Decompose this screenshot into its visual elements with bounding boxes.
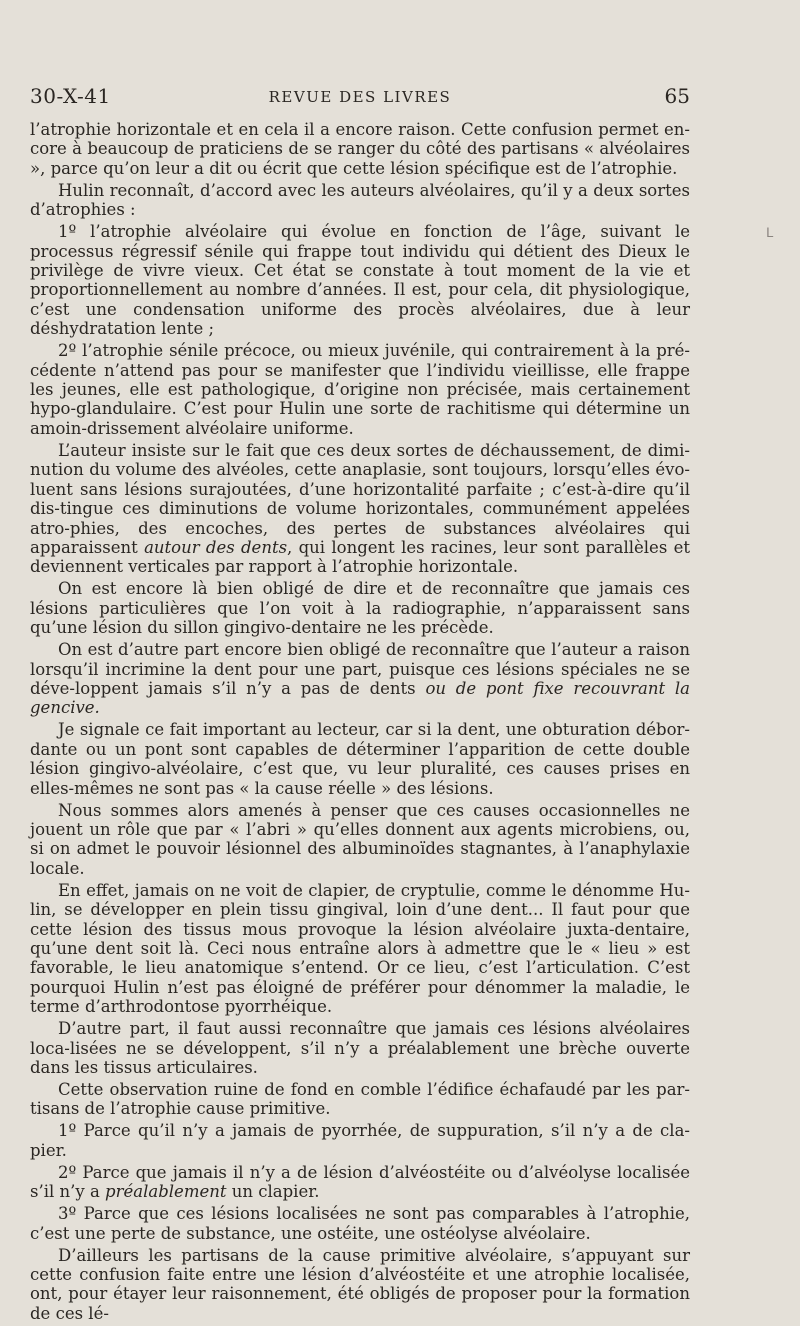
paragraph-text: On est encore là bien obligé de dire et de reconnaître que jamais ces lésions particulières que l’on voit à la radiographie, n’apparaissent sans qu’une lésion du sillon gingivo-dentaire ne les précède. [30,579,690,638]
paragraph-text: 2º l’atrophie sénile précoce, ou mieux juvénile, qui contrairement à la pré-cédente n’attend pas pour se manifester que l’individu vieillisse, elle frappe les jeunes, elle est pathologique, d’origine non précisée, mais certainement hypo-glandulaire. C’est pour Hulin une sorte de rachitisme qui détermine un amoin-drissement alvéolaire uniforme. [30,341,690,438]
paragraph [30,640,690,718]
paragraph [30,1246,690,1324]
paragraph-text: 1º Parce qu’il n’y a jamais de pyorrhée, de suppuration, s’il n’y a de cla-pier. [30,1121,690,1160]
paragraph-text: 1º l’atrophie alvéolaire qui évolue en fonction de l’âge, suivant le processus régressif sénile qui frappe tout individu qui détient des Dieux le privilège de vivre vieux. Cet état se constate à tout moment de la vie et proportionnellement au nombre d’années. Il est, pour cela, dit physiologique, c’est une condensation uniforme des procès alvéolaires, due à leur déshydratation lente ; [30,222,690,339]
paragraph-text: On est d’autre part encore bien obligé de reconnaître que l’auteur a raison lorsqu’il incrimine la dent pour une part, puisque ces lésions spéciales ne se déve-loppent jamais s’il n’y a pas de dents [30,640,690,698]
paragraph [30,579,690,637]
paragraph [30,181,690,220]
paragraph [30,1080,690,1119]
italic-text: préalablement [105,1182,227,1202]
paragraph [30,222,690,338]
paragraph [30,120,690,178]
paragraph-text: En effet, jamais on ne voit de clapier, de cryptulie, comme le dénomme Hu-lin, se développer en plein tissu gingival, loin d’une dent... Il faut pour que cette lésion des tissus mous provoque la lésion alvéolaire juxta-dentaire, qu’une dent soit là. Ceci nous entraîne alors à admettre que le « lieu » est favorable, le lieu anatomique s’entend. Or ce lieu, c’est l’articulation. C’est pourquoi Hulin n’est pas éloigné de préférer pour dénommer la maladie, le terme d’arthrodontose pyorrhéique. [30,880,690,1017]
paragraph-text: Hulin reconnaît, d’accord avec les auteurs alvéolaires, qu’il y a deux sortes d’atrophies : [30,180,690,220]
body-text [30,120,690,1326]
paragraph [30,441,690,577]
paragraph-text: D’ailleurs les partisans de la cause primitive alvéolaire, s’appuyant sur cette confusion faite entre une lésion d’alvéostéite et une atrophie localisée, ont, pour étayer leur raisonnement, été obligés de proposer pour la formation de ces lé- [30,1245,690,1323]
paragraph [30,1204,690,1243]
paragraph-text: Je signale ce fait important au lecteur, car si la dent, une obturation débor-dante ou un pont sont capables de déterminer l’apparition de cette double lésion gingivo-alvéolaire, c’est que, vu leur pluralité, ces causes prises en elles-mêmes ne sont pas « la cause réelle » des lésions. [30,720,690,798]
paragraph [30,1163,690,1202]
italic-text: ou de pont fixe recouvrant la gencive. [30,678,691,718]
page-number: 65 [664,84,690,108]
margin-mark: ᒪ [766,226,774,241]
italic-text: autour des dents [144,537,288,557]
paragraph [30,341,690,438]
paragraph [30,1121,690,1160]
paragraph [30,720,690,798]
paragraph-text: l’atrophie horizontale et en cela il a encore raison. Cette confusion permet en-core à beaucoup de praticiens de se ranger du côté des partisans « alvéolaires », parce qu’on leur a dit ou écrit que cette lésion spécifique est de l’atrophie. [30,120,690,178]
paragraph-text: 2º Parce que jamais il n’y a de lésion d’alvéostéite ou d’alvéolyse localisée s’il n’y a [30,1162,690,1202]
paragraph [30,881,690,1017]
paragraph [30,801,690,879]
header-date: 30-X-41 [30,84,111,108]
header-title: REVUE DES LIVRES [268,88,452,106]
paragraph-text: D’autre part, il faut aussi reconnaître que jamais ces lésions alvéolaires loca-lisées ne se développent, s’il n’y a préalablement une brèche ouverte dans les tissus articulaires. [30,1019,690,1078]
paragraph-text: Cette observation ruine de fond en comble l’édifice échafaudé par les par-tisans de l’atrophie cause primitive. [30,1080,690,1119]
paragraph-text: un clapier. [226,1182,320,1202]
paragraph-text: , qui longent les racines, leur sont parallèles et deviennent verticales par rapport à l’atrophie horizontale. [30,537,690,577]
paragraph-text: 3º Parce que ces lésions localisées ne sont pas comparables à l’atrophie, c’est une perte de substance, une ostéite, une ostéolyse alvéolaire. [30,1204,690,1243]
paragraph-text: L’auteur insiste sur le fait que ces deux sortes de déchaussement, de dimi-nution du volume des alvéoles, cette anaplasie, sont toujours, lorsqu’elles évo-luent sans lésions surajoutées, d’une horizontalité parfaite ; c’est-à-dire qu’il dis-tingue ces diminutions de volume horizontales, communément appelées atro-phies, des encoches, des pertes de substances alvéolaires qui apparaissent [30,440,690,557]
paragraph-text: Nous sommes alors amenés à penser que ces causes occasionnelles ne jouent un rôle que par « l’abri » qu’elles donnent aux agents microbiens, ou, si on admet le pouvoir lésionnel des albuminoïdes stagnantes, à l’anaphylaxie locale. [30,800,690,878]
running-header [30,84,690,110]
paragraph [30,1019,690,1077]
